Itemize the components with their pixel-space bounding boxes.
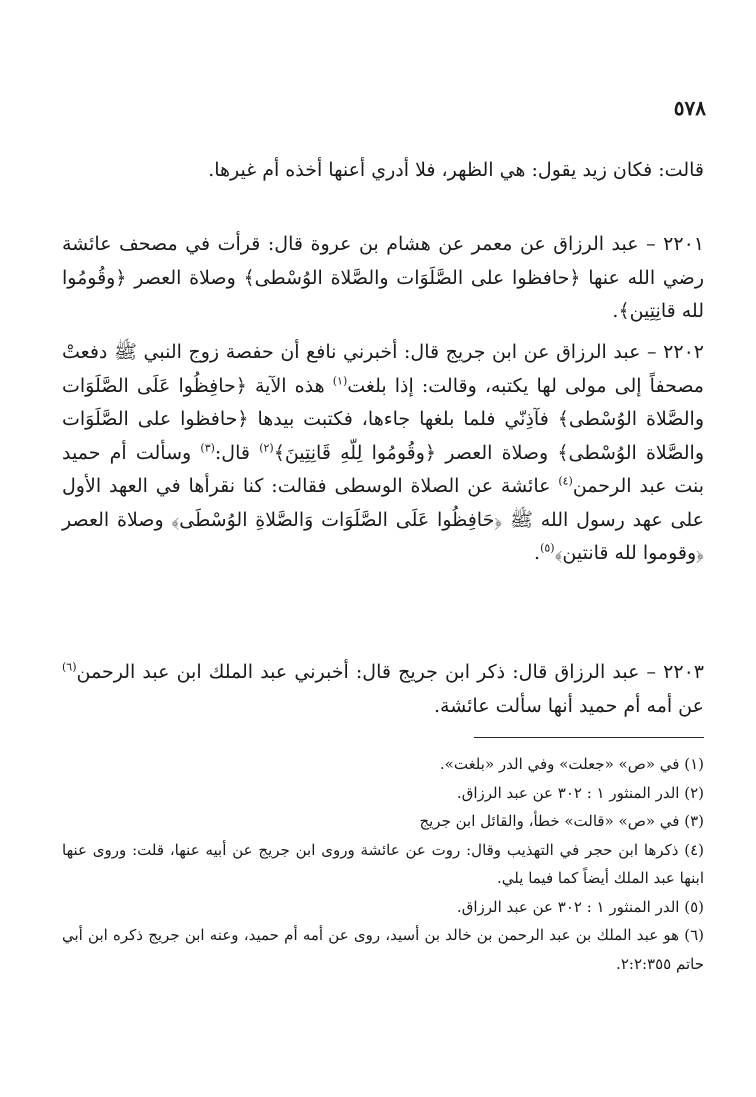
footnote-ref-5: (٥) — [540, 541, 555, 555]
footnote-ref-2: (٢) — [259, 441, 274, 455]
footnotes — [62, 750, 704, 978]
footnote-5: (٥) الدر المنثور ١ : ٣٠٢ عن عبد الرزاق. — [456, 897, 704, 916]
hadith-2202-text-end: . — [534, 542, 541, 564]
footnote-ref-3: (٣) — [200, 441, 215, 455]
footnote-3: (٣) في «ص» «قالت» خطأ، والقائل ابن جريج — [419, 812, 704, 830]
footnote-2: (٢) الدر المنثور ١ : ٣٠٢ عن عبد الرزاق. — [456, 783, 704, 802]
footnote-6: (٦) هو عبد الملك بن عبد الرحمن بن خالد بن أسيد، روى عن أمه أم حميد، وعنه ابن جريج ذكره ابن أبي حاتم ٢:٢:٣٥٥. — [62, 926, 705, 973]
footnote-ref-6: (٦) — [62, 660, 77, 674]
paragraph-intro: قالت: فكان زيد يقول: هي الظهر، فلا أدري أعنها أخذه أم غيرها. — [208, 159, 704, 181]
footnote-ref-1: (١) — [332, 374, 348, 388]
hadith-2203 — [62, 656, 704, 723]
page-number: ٥٧٨ — [673, 96, 706, 120]
hadith-2203-text-1: ٢٢٠٣ – عبد الرزاق قال: ذكر ابن جريج قال: أخبرني عبد الملك ابن عبد الرحمن — [76, 661, 704, 683]
hadith-2202-text-2: هذه الآية ﴿حافِظُوا عَلَى الصَّلَوَات والصَّلاة الوُسْطى﴾ فآذِنّي فلما بلغها جاءها، فكتبت بيدها ﴿حافظوا على الصَّلَوَات والصَّلاة الوُسْطى﴾ وصلاة العصر ﴿وقُومُوا لِلّهِ قَانِتِينَ﴾ — [62, 374, 704, 464]
hadith-2202-text-1: ٢٢٠٢ – عبد الرزاق عن ابن جريج قال: أخبرني نافع أن حفصة زوج النبي ﷺ دفعتْ مصحفاً إلى مولى لها يكتبه، وقالت: إذا بلغت — [62, 341, 704, 397]
footnote-4: (٤) ذكرها ابن حجر في التهذيب وقال: روت عن عائشة وروى ابن جريج عن أبيه عنها، قلت: وروى عنها ابنها عبد الملك أيضاً كما فيما يلي. — [62, 840, 704, 887]
hadith-2202-text-3: قال: — [214, 441, 260, 464]
footnote-ref-4: (٤) — [558, 474, 573, 488]
hadith-2202 — [62, 336, 704, 571]
hadith-2203-text-end: عن أمه أم حميد أنها سألت عائشة. — [433, 694, 704, 717]
footnote-divider — [474, 737, 704, 738]
hadith-2202-text-5: عائشة عن الصلاة الوسطى فقالت: كنا نقرأها في العهد الأول على عهد رسول الله ﷺ ﴿حَافِظُوا عَلَى الصَّلَوَات وَالصَّلاةِ الوُسْطَى﴾ وصلاة العصر ﴿وقوموا لله قانتين﴾ — [62, 475, 704, 564]
footnote-1: (١) في «ص» «جعلت» وفي الدر «بلغت». — [439, 755, 704, 773]
hadith-2202-text-4: وسألت أم حميد بنت عبد الرحمن — [62, 441, 705, 497]
hadith-2201: ٢٢٠١ – عبد الرزاق عن معمر عن هشام بن عروة قال: قرأت في مصحف عائشة رضي الله عنها ﴿حافظوا على الصَّلَوَات والصَّلاة الوُسْطى﴾ وصلاة العصر ﴿وقُومُوا لله قانِتِين﴾. — [62, 233, 704, 322]
